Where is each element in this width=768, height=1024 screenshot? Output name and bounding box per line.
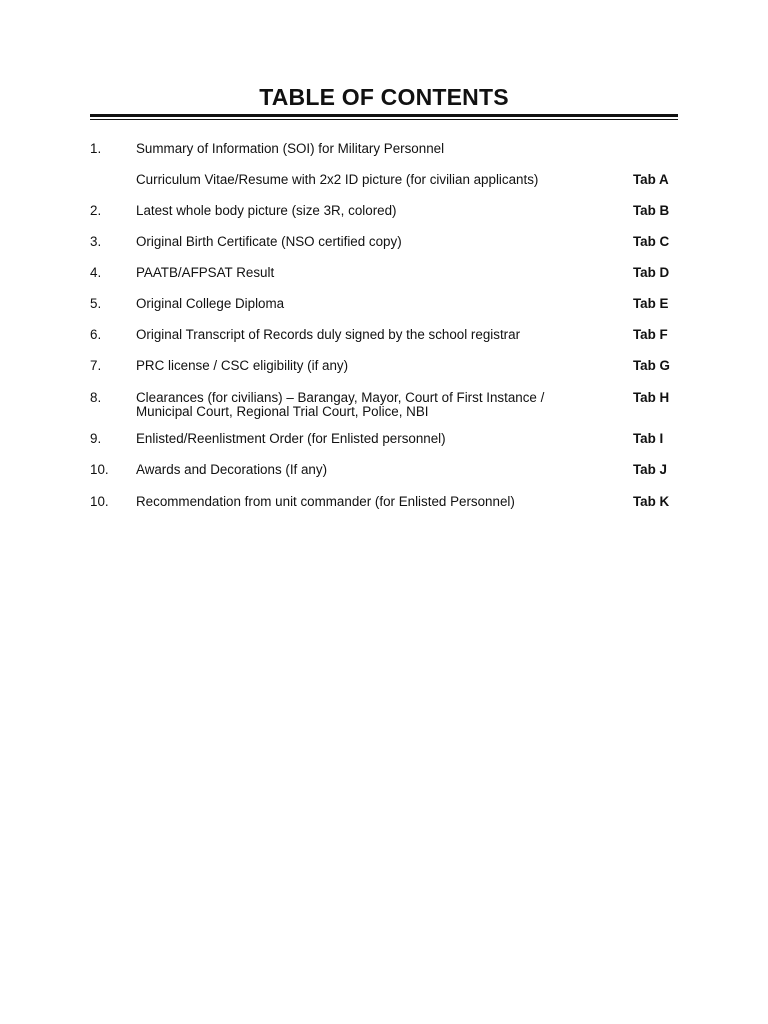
toc-entry-description-line: Curriculum Vitae/Resume with 2x2 ID picture (for civilian applicants): [136, 172, 539, 187]
toc-entry-tab-label: Tab A: [633, 172, 669, 187]
toc-entry-description-line: Recommendation from unit commander (for Enlisted Personnel): [136, 494, 515, 509]
toc-entry-description: [136, 391, 606, 419]
toc-entry-number: 4.: [90, 265, 102, 280]
toc-entry-tab-label: Tab J: [633, 462, 667, 477]
toc-entry-description-line: Clearances (for civilians) – Barangay, Mayor, Court of First Instance /: [136, 390, 545, 405]
toc-entry-number: 8.: [90, 390, 102, 405]
toc-entry-description-line: Summary of Information (SOI) for Military Personnel: [136, 141, 445, 156]
toc-entry-number: 10.: [90, 462, 109, 477]
toc-entry-description-line: Latest whole body picture (size 3R, colored): [136, 203, 397, 218]
toc-entry-tab-label: Tab G: [633, 358, 670, 373]
toc-entry-description: [136, 266, 606, 280]
toc-entry-description: [136, 173, 606, 187]
toc-entry-description-line: Original College Diploma: [136, 296, 285, 311]
toc-entry-description-line: PAATB/AFPSAT Result: [136, 265, 275, 280]
toc-entry-description: [136, 359, 606, 373]
toc-entry-tab-label: Tab D: [633, 265, 670, 280]
toc-entry-number: 10.: [90, 494, 109, 509]
toc-entry-tab-label: Tab C: [633, 234, 670, 249]
toc-entry-description-line: Municipal Court, Regional Trial Court, Police, NBI: [136, 404, 429, 419]
toc-entry-description: [136, 432, 606, 446]
toc-entry-number: 1.: [90, 141, 102, 156]
toc-entry-tab-label: Tab K: [633, 494, 670, 509]
toc-entry-number: 5.: [90, 296, 102, 311]
toc-entry-description: [136, 328, 606, 342]
toc-entry-tab-label: Tab B: [633, 203, 670, 218]
toc-entry-tab-label: Tab F: [633, 327, 668, 342]
toc-entry-description-line: Enlisted/Reenlistment Order (for Enlisted personnel): [136, 431, 446, 446]
toc-entry-description: [136, 235, 606, 249]
toc-entry-description-line: Awards and Decorations (If any): [136, 462, 328, 477]
page-title: TABLE OF CONTENTS: [259, 84, 509, 110]
toc-entry-number: 2.: [90, 203, 102, 218]
toc-entry-description: [136, 204, 606, 218]
toc-entry-description: [136, 297, 606, 311]
toc-entry-number: 3.: [90, 234, 102, 249]
toc-entry-description-line: Original Transcript of Records duly signed by the school registrar: [136, 327, 521, 342]
toc-entry-description-line: PRC license / CSC eligibility (if any): [136, 358, 349, 373]
toc-entry-tab-label: Tab H: [633, 390, 670, 405]
toc-entry-description: [136, 142, 606, 156]
toc-entry-number: 7.: [90, 358, 102, 373]
toc-entry-description: [136, 463, 606, 477]
toc-entry-number: 6.: [90, 327, 102, 342]
toc-entry-description: [136, 495, 606, 509]
toc-entry-tab-label: Tab I: [633, 431, 664, 446]
toc-entry-description-line: Original Birth Certificate (NSO certified copy): [136, 234, 402, 249]
toc-entry-tab-label: Tab E: [633, 296, 669, 311]
toc-entry-number: 9.: [90, 431, 102, 446]
